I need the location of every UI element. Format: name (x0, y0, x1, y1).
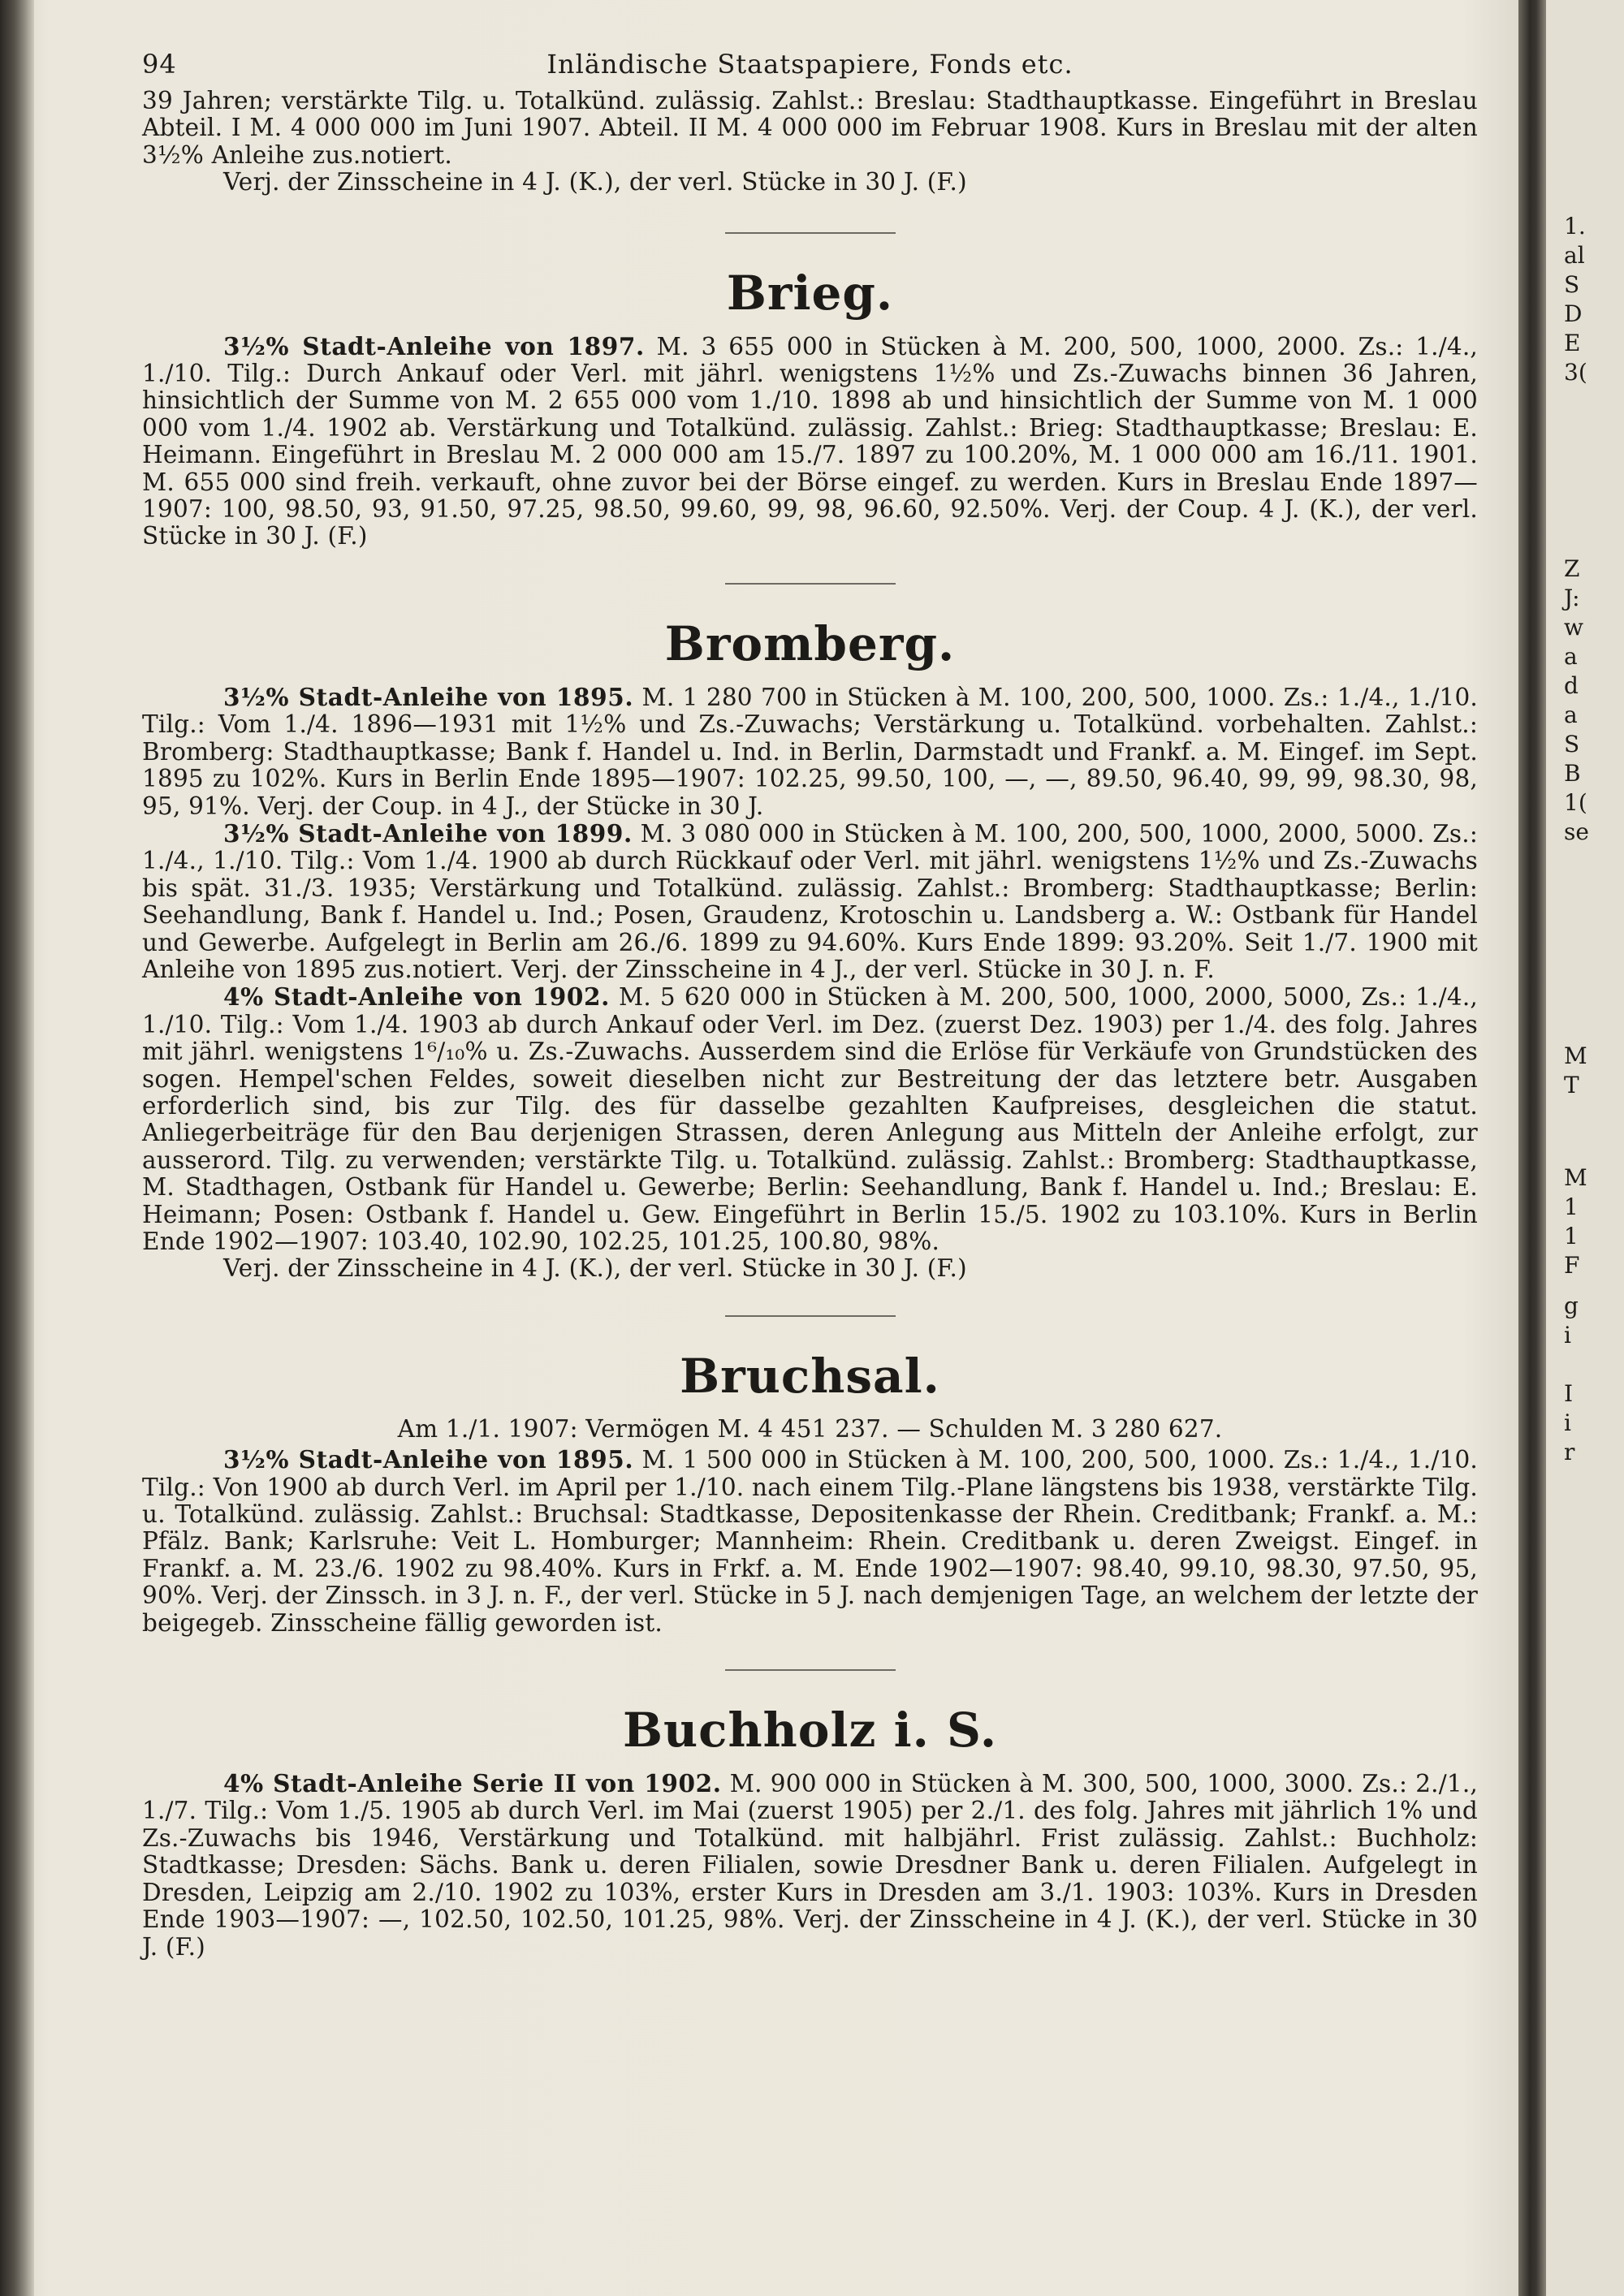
adjacent-fragment: D (1564, 300, 1583, 327)
loan-title: 3½% Stadt-Anleihe von 1897. (223, 331, 645, 360)
loan-entry (142, 983, 1478, 1255)
adjacent-page-edge (1546, 0, 1624, 2296)
loan-title: 4% Stadt-Anleihe Serie II von 1902. (223, 1769, 722, 1798)
loan-verj-line: Verj. der Zinsscheine in 4 J. (K.), der verl. Stücke in 30 J. (F.) (223, 1254, 967, 1283)
loan-entry (142, 1446, 1478, 1637)
city-heading-buchholz: Buchholz i. S. (622, 1703, 998, 1759)
intro-verj-line: Verj. der Zinsscheine in 4 J. (K.), der verl. Stücke in 30 J. (F.) (223, 168, 967, 196)
page-gutter-shadow (1518, 0, 1546, 2296)
city-heading-bromberg: Bromberg. (664, 615, 956, 671)
section-divider (725, 1315, 896, 1317)
loan-text: M. 1 280 700 in Stücken à M. 100, 200, 500, 1000. Zs.: 1./4., 1./10. Tilg.: Vom 1./4. 1896—1931 mit 1½% und Zs.-Zuwachs; Verstärkung u. Totalkünd. vorbehalten. Zahlst.: Bromberg: Stadthauptkasse; Bank f. Handel u. Ind. in Berlin, Darmstadt und Frankf. a. M. Eingef. im Sept. 1895 zu 102%. Kurs in Berlin Ende 1895—1907: 102.25, 99.50, 100, —, —, 89.50, 96.40, 99, 99, 98.30, 98, 95, 91%. Verj. der Coup. in 4 J., der Stücke in 30 J. (142, 683, 1478, 820)
loan-text: M. 1 500 000 in Stücken à M. 100, 200, 500, 1000. Zs.: 1./4., 1./10. Tilg.: Von 1900 ab durch Verl. im April per 1./10. nach einem Tilg.-Plane längstens bis 1938, verstärkte Tilg. u. Totalkünd. zulässig. Zahlst.: Bruchsal: Stadtkasse, Depositenkasse der Rhein. Creditbank; Frankf. a. M.: Pfälz. Bank; Karlsruhe: Veit L. Homburger; Mannheim: Rhein. Creditbank u. deren Zweigst. Eingef. in Frankf. a. M. 23./6. 1902 zu 98.40%. Kurs in Frkf. a. M. Ende 1902—1907: 98.40, 99.10, 98.30, 97.50, 95, 90%. Verj. der Zinssch. in 3 J. n. F., der verl. Stücke in 5 J. nach demjenigen Tage, an welchem der letzte der beigegeb. Zinsscheine fällig geworden ist. (142, 1446, 1478, 1637)
adjacent-fragment: g (1564, 1293, 1579, 1319)
loan-text: M. 3 080 000 in Stücken à M. 100, 200, 500, 1000, 2000, 5000. Zs.: 1./4., 1./10. Tilg.: Vom 1./4. 1900 ab durch Rückkauf oder Verl. mit jährl. wenigstens 1½% und Zs.-Zuwachs bis spät. 31./3. 1935; Verstärkung und Totalkünd. zulässig. Zahlst.: Bromberg: Stadthauptkasse; Berlin: Seehandlung, Bank f. Handel u. Ind.; Posen, Graudenz, Krotoschin u. Landsberg a. W.: Ostbank für Handel und Gewerbe. Aufgelegt in Berlin am 26./6. 1899 zu 94.60%. Kurs Ende 1899: 93.20%. Seit 1./7. 1900 mit Anleihe von 1895 zus.notiert. Verj. der Zinsscheine in 4 J., der verl. Stücke in 30 J. n. F. (142, 819, 1478, 983)
loan-text: M. 900 000 in Stücken à M. 300, 500, 1000, 3000. Zs.: 2./1., 1./7. Tilg.: Vom 1./5. 1905 ab durch Verl. im Mai (zuerst 1905) per 2./1. des folg. Jahres mit jährlich 1% und Zs.-Zuwachs bis 1946, Verstärkung und Totalkünd. mit halbjährl. Frist zulässig. Zahlst.: Buchholz: Stadtkasse; Dresden: Sächs. Bank u. deren Filialen, sowie Dresdner Bank u. deren Filialen. Aufgelegt in Dresden, Leipzig am 2./10. 1902 zu 103%, erster Kurs in Dresden am 3./1. 1903: 103%. Kurs in Dresden Ende 1903—1907: —, 102.50, 102.50, 101.25, 98%. Verj. der Zinsscheine in 4 J. (K.), der verl. Stücke in 30 J. (F.) (142, 1770, 1479, 1961)
city-summary: Am 1./1. 1907: Vermögen M. 4 451 237. — Schulden M. 3 280 627. (397, 1414, 1223, 1443)
section-divider (725, 583, 896, 585)
adjacent-fragment: M (1564, 1164, 1587, 1191)
intro-paragraph: 39 Jahren; verstärkte Tilg. u. Totalkünd. zulässig. Zahlst.: Breslau: Stadthauptkasse. Eingeführt in Breslau Abteil. I M. 4 000 000 im Juni 1907. Abteil. II M. 4 000 000 im Februar 1908. Kurs in Breslau mit der alten 3½% Anleihe zus.notiert. (142, 87, 1478, 169)
adjacent-fragment: 1( (1564, 789, 1587, 816)
adjacent-fragment: w (1564, 614, 1583, 641)
loan-entry (142, 333, 1478, 550)
adjacent-fragment: M (1564, 1042, 1587, 1069)
adjacent-fragment: I (1564, 1380, 1574, 1407)
adjacent-fragment: a (1564, 701, 1578, 728)
loan-title: 3½% Stadt-Anleihe von 1895. (223, 1445, 634, 1474)
running-title: Inländische Staatspapiere, Fonds etc. (546, 49, 1073, 80)
adjacent-fragment: S (1564, 271, 1580, 298)
adjacent-fragment: 1 (1564, 1193, 1579, 1220)
loan-entry (142, 820, 1478, 983)
adjacent-fragment: T (1564, 1072, 1579, 1098)
adjacent-fragment: Z (1564, 555, 1580, 582)
adjacent-fragment: S (1564, 731, 1580, 757)
loan-entry (142, 684, 1478, 820)
adjacent-fragment: E (1564, 330, 1581, 356)
adjacent-fragment: 1. (1564, 213, 1586, 240)
section-divider (725, 1669, 896, 1671)
adjacent-fragment: a (1564, 643, 1578, 670)
running-header (142, 49, 1478, 88)
loan-title: 4% Stadt-Anleihe von 1902. (223, 982, 611, 1012)
adjacent-fragment: i (1564, 1409, 1571, 1436)
loan-title: 3½% Stadt-Anleihe von 1899. (223, 818, 633, 848)
loan-text: M. 3 655 000 in Stücken à M. 200, 500, 1000, 2000. Zs.: 1./4., 1./10. Tilg.: Durch Ankauf oder Verl. mit jährl. wenigstens 1½% und Zs.-Zuwachs binnen 36 Jahren, hinsichtlich der Summe von M. 2 655 000 vom 1./10. 1898 ab und hinsichtlich der Summe von M. 1 000 000 vom 1./4. 1902 ab. Verstärkung und Totalkünd. zulässig. Zahlst.: Brieg: Stadthauptkasse; Breslau: E. Heimann. Eingeführt in Breslau M. 2 000 000 am 15./7. 1897 zu 100.20%, M. 1 000 000 am 16./11. 1901. M. 655 000 sind freih. verkauft, ohne zuvor bei der Börse eingef. zu werden. Kurs in Breslau Ende 1897—1907: 100, 98.50, 93, 91.50, 97.25, 98.50, 99.60, 99, 98, 96.60, 92.50%. Verj. der Coup. 4 J. (K.), der verl. Stücke in 30 J. (F.) (142, 332, 1478, 550)
loan-title: 3½% Stadt-Anleihe von 1895. (223, 682, 634, 711)
adjacent-fragment: r (1564, 1439, 1575, 1465)
loan-entry (142, 1770, 1478, 1961)
book-binding-shadow (0, 0, 34, 2296)
adjacent-fragment: 1 (1564, 1223, 1579, 1249)
page-content (142, 49, 1478, 1961)
loan-text: M. 5 620 000 in Stücken à M. 200, 500, 1000, 2000, 5000, Zs.: 1./4., 1./10. Tilg.: Vom 1./4. 1903 ab durch Ankauf oder Verl. im Dez. (zuerst Dez. 1903) per 1./4. des folg. Jahres mit jährl. wenigstens 1⁶/₁₀% u. Zs.-Zuwachs. Ausserdem sind die Erlöse für Verkäufe von Grundstücken des sogen. Hempel'schen Feldes, soweit dieselben nicht zur Bestreitung der das letztere betr. Ausgaben erforderlich sind, bis zur Tilg. des für dasselbe gezahlten Kaufpreises, desgleichen die statut. Anliegerbeiträge für den Bau derjenigen Strassen, deren Anlegung aus Mitteln der Anleihe erfolgt, zur ausserord. Tilg. zu verwenden; verstärkte Tilg. u. Totalkünd. zulässig. Zahlst.: Bromberg: Stadthauptkasse, M. Stadthagen, Ostbank für Handel u. Gewerbe; Berlin: Seehandlung, Bank f. Handel u. Ind.; Breslau: E. Heimann; Posen: Ostbank f. Handel u. Gew. Eingeführt in Berlin 15./5. 1902 zu 103.10%. Kurs in Berlin Ende 1902—1907: 103.40, 102.90, 102.25, 101.25, 100.80, 98%. (142, 983, 1478, 1255)
page-number: 94 (142, 49, 177, 80)
section-divider (725, 232, 896, 234)
adjacent-fragment: se (1564, 818, 1589, 845)
adjacent-fragment: F (1564, 1252, 1580, 1279)
adjacent-fragment: i (1564, 1322, 1571, 1349)
city-heading-brieg: Brieg. (726, 265, 894, 321)
adjacent-fragment: al (1564, 242, 1585, 269)
adjacent-fragment: B (1564, 760, 1581, 787)
adjacent-fragment: J: (1564, 585, 1580, 611)
adjacent-fragment: 3( (1564, 359, 1587, 386)
adjacent-fragment: d (1564, 672, 1579, 699)
city-heading-bruchsal: Bruchsal. (680, 1348, 940, 1404)
